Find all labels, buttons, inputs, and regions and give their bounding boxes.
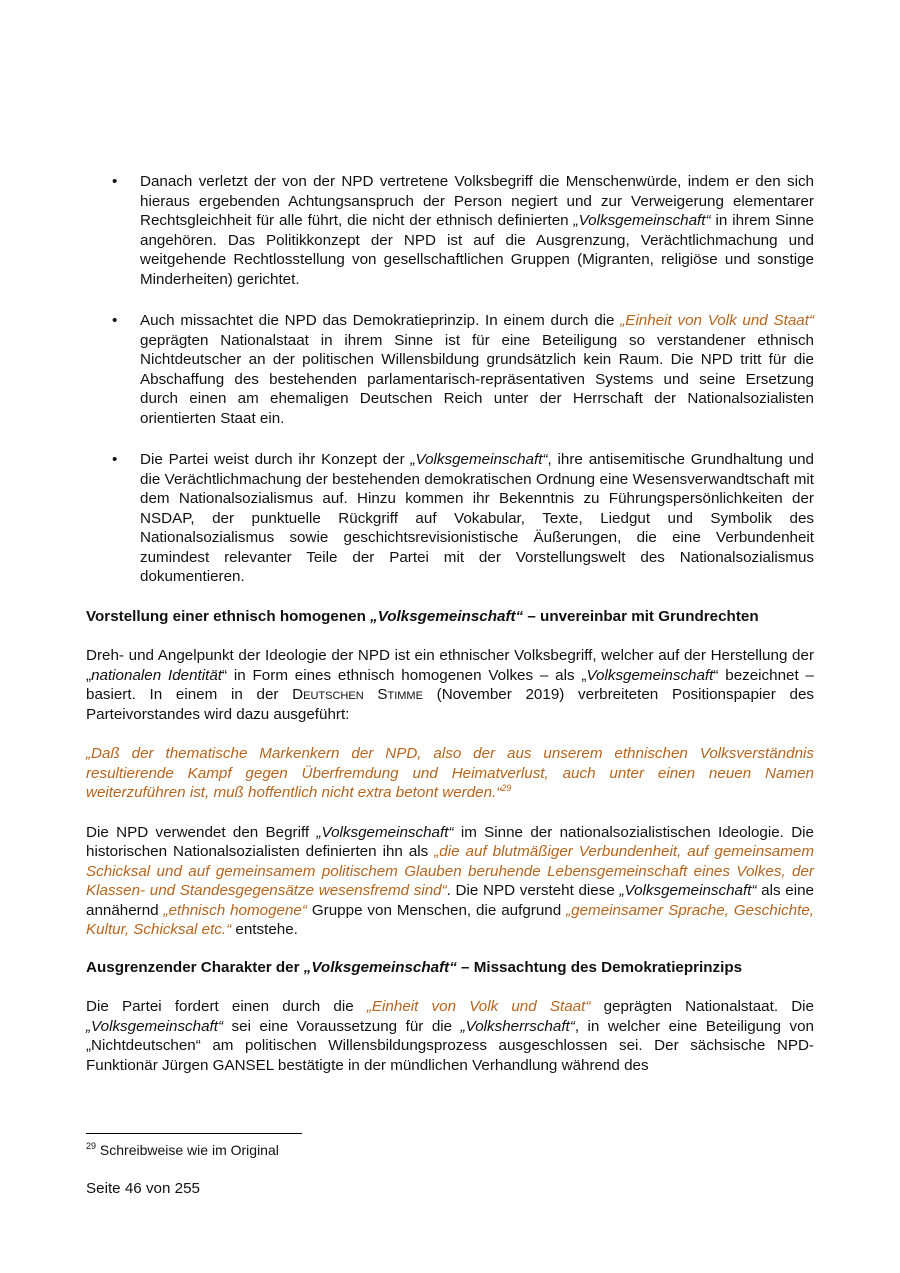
section-heading-1: Vorstellung einer ethnisch homogenen „Volksgemeinschaft“ – unvereinbar mit Grundrechten — [86, 607, 759, 625]
bullet-item: • Auch missachtet die NPD das Demokratieprinzip. In einem durch die „Einheit von Volk und Staat“ geprägten Nationalstaat in ihrem Sinne ist für eine Beteiligung so verstandener ethnisch Nichtdeutscher an der politischen Willensbildung grundsätzlich kein Raum. Die NPD tritt für die Abschaffung des bestehenden parlamentarisch-repräsentativen Systems und seine Ersetzung durch einen am ehemaligen Deutschen Reich unter der Herrschaft der Nationalsozialisten orientierten Staat ein. — [112, 312, 814, 427]
bullet-item: • Danach verletzt der von der NPD vertretene Volksbegriff die Menschenwürde, indem er den sich hieraus ergebenden Achtungsanspruch der Person negiert und zur Verweigerung elementarer Rechtsgleichheit für alle führt, die nicht der ethnisch definierten „Volksgemeinschaft“ in ihrem Sinne angehören. Das Politikkonzept der NPD ist auf die Ausgrenzung, Verächtlichmachung und weitgehende Rechtlosstellung von gesellschaftlichen Gruppen (Migranten, religiöse und sonstige Minderheiten) gerichtet. — [112, 173, 814, 288]
bullet-list — [86, 172, 814, 587]
section-heading-2: Ausgrenzender Charakter der „Volksgemeinschaft“ – Missachtung des Demokratieprinzips — [86, 958, 743, 976]
paragraph-2: Die NPD verwendet den Begriff „Volksgemeinschaft“ im Sinne der nationalsozialistischen Ideologie. Die historischen Nationalsozialisten definierten ihn als „die auf blutmäßiger Verbundenheit, auf gemeinsamem Schicksal und auf gemeinsamem politischem Glauben beruhende Lebensgemeinschaft eines Volkes, der Klassen- und Standesgegensätze wesensfremd sind“. Die NPD versteht diese „Volksgemeinschaft“ als eine annähernd „ethnisch homogene“ Gruppe von Menschen, die aufgrund „gemeinsamer Sprache, Geschichte, Kultur, Schicksal etc.“ entstehe. — [86, 823, 814, 938]
bullet-icon: • — [112, 173, 118, 190]
footnote: $^{29}$ Schreibweise wie im Original — [86, 1141, 279, 1158]
paragraph-3: Die Partei fordert einen durch die „Einheit von Volk und Staat“ geprägten Nationalstaat. Die „Volksgemeinschaft“ sei eine Voraussetzung für die „Volksherrschaft“, in welcher eine Beteiligung von „Nichtdeutschen“ am politischen Willensbildungsprozess ausgeschlossen sei. Der sächsische NPD-Funktionär Jürgen GANSEL bestätigte in der mündlichen Verhandlung während des — [86, 998, 815, 1074]
paragraph-1: Dreh- und Angelpunkt der Ideologie der NPD ist ein ethnischer Volksbegriff, welcher auf der Herstellung der „nationalen Identität“ in Form eines ethnisch homogenen Volkes – als „Volksgemeinschaft“ bezeichnet – basiert. In einem in der Deutschen Stimme (November 2019) verbreiteten Positionspapier des Parteivorstandes wird dazu ausgeführt: — [86, 647, 814, 723]
block-quote: „Daß der thematische Markenkern der NPD, also der aus unserem ethnischen Volksverständnis resultierende Kampf gegen Überfremdung und Heimatverlust, auch unter einen neuen Namen weiterzuführen ist, muß hoffentlich nicht extra betont werden.“$^{29}$ — [86, 745, 814, 801]
main-content — [86, 172, 814, 1075]
footnote-reference: 29 — [501, 783, 512, 793]
bullet-icon: • — [112, 312, 118, 329]
page-number: Seite 46 von 255 — [86, 1180, 200, 1197]
footnote-divider — [86, 1133, 302, 1134]
bullet-icon: • — [112, 451, 118, 468]
bullet-item: • Die Partei weist durch ihr Konzept der „Volksgemeinschaft“, ihre antisemitische Grundhaltung und die Verächtlichmachung der bestehenden demokratischen Ordnung eine Wesensverwandtschaft mit dem Nationalsozialismus auf. Hinzu kommen ihr Bekenntnis zu Führungspersönlichkeiten der NSDAP, der punktuelle Rückgriff auf Vokabular, Texte, Liedgut und Symbolik des Nationalsozialismus sowie geschichtsrevisionistische Äußerungen, die eine Verbundenheit zumindest relevanter Teile der Partei mit der Vorstellungswelt des Nationalsozialismus dokumentieren. — [112, 451, 814, 585]
